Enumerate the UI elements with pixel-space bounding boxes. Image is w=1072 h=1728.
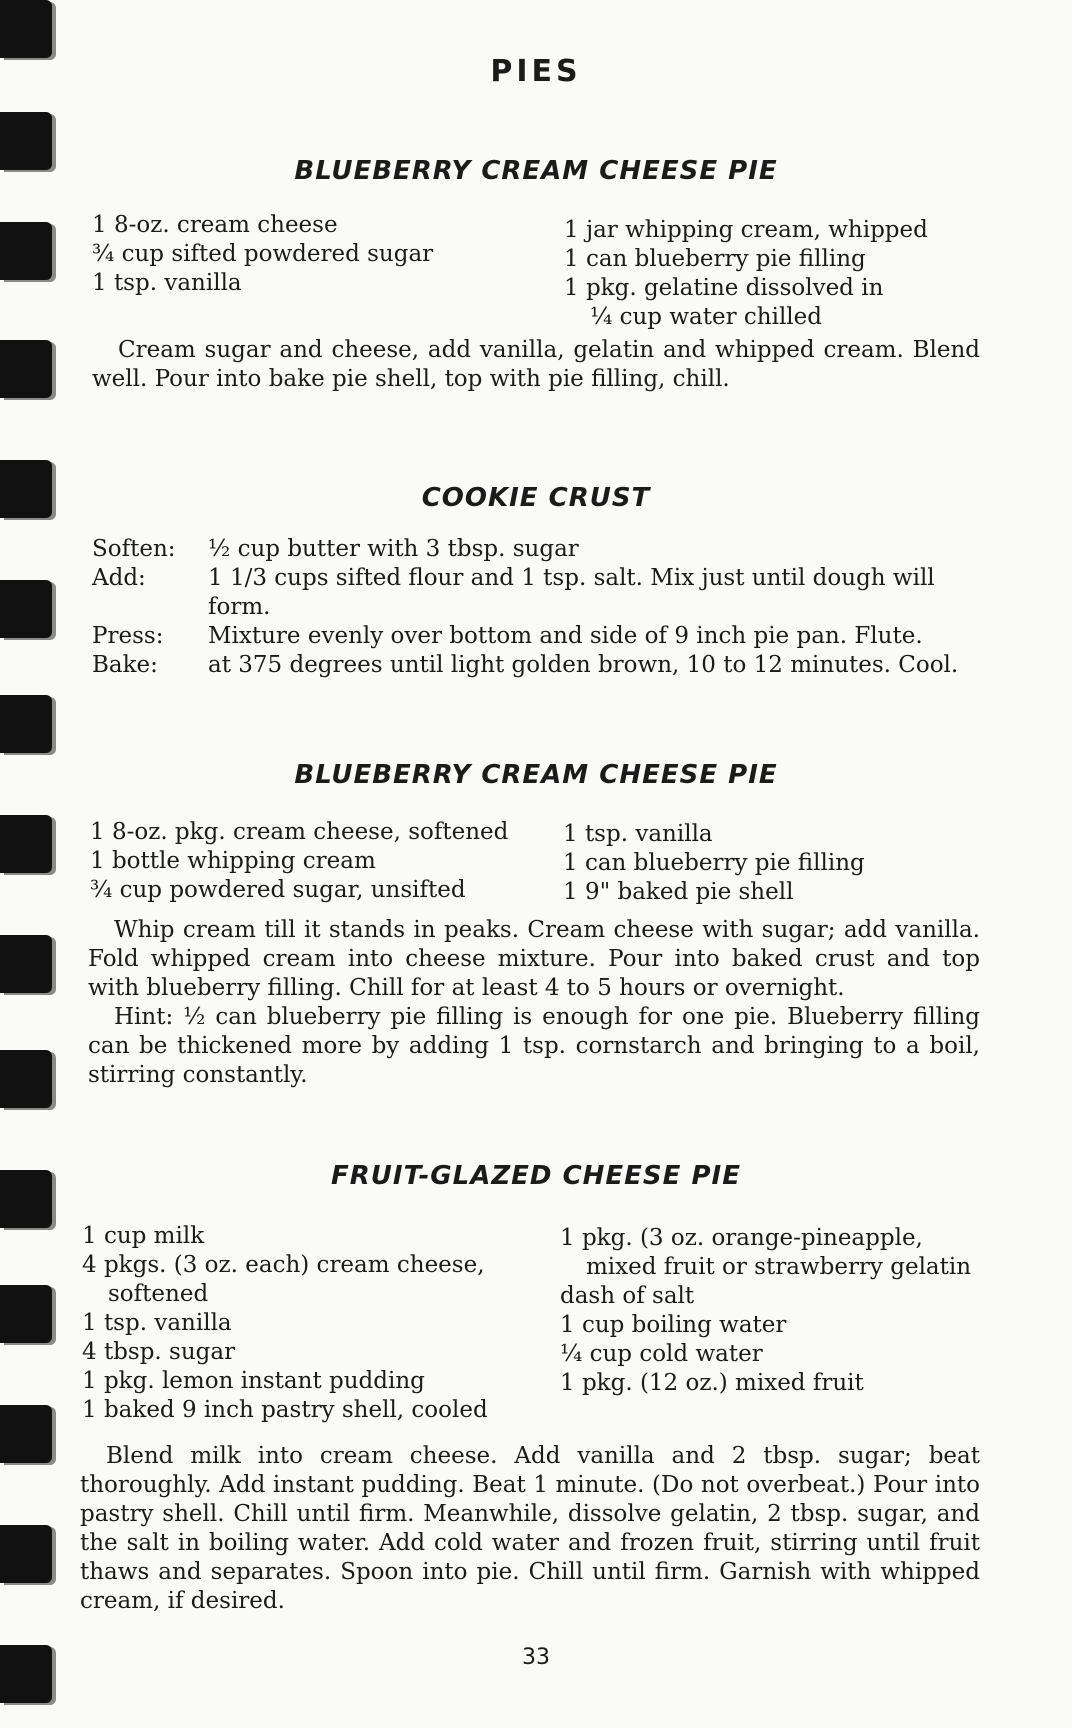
ingredients-right [564,216,928,332]
step-row [92,651,980,680]
ingredient: 1 8-oz. cream cheese [92,212,338,238]
ingredient: 4 pkgs. (3 oz. each) cream cheese, [82,1252,485,1278]
page-title: PIES [490,54,582,89]
ingredient: 1 tsp. vanilla [563,821,713,847]
recipe-directions: Whip cream till it stands in peaks. Cream cheese with sugar; add vanilla. Fold whipped cream into cheese mixture. Pour into baked crust and top with blueberry filling. Chill for at least 4 to 5 hours or overnight. [88,917,980,1001]
ingredient: 1 pkg. (12 oz.) mixed fruit [560,1370,864,1396]
cookie-crust-steps [92,535,980,680]
ingredient: 1 bottle whipping cream [90,848,376,874]
ingredients-left [92,211,433,298]
recipe-hint: Hint: ½ can blueberry pie filling is enough for one pie. Blueberry filling can be thickened more by adding 1 tsp. cornstarch and bringing to a boil, stirring constantly. [88,1004,980,1088]
step-label: Add: [92,565,146,591]
ingredient: 1 pkg. (3 oz. orange-pineapple, [560,1225,923,1251]
ingredient: ¼ cup cold water [560,1341,763,1367]
ingredient: 1 can blueberry pie filling [564,246,866,272]
step-text: ½ cup butter with 3 tbsp. sugar [208,536,579,562]
recipe-directions: Blend milk into cream cheese. Add vanilla and 2 tbsp. sugar; beat thoroughly. Add instant pudding. Beat 1 minute. (Do not overbeat.) Pour into pastry shell. Chill until firm. Meanwhile, dissolve gelatin, 2 tbsp. sugar, and the salt in boiling water. Add cold water and frozen fruit, stirring until fruit thaws and separates. Spoon into pie. Chill until firm. Garnish with whipped cream, if desired. [80,1443,980,1614]
ingredient: 1 baked 9 inch pastry shell, cooled [82,1397,488,1423]
step-row [92,535,980,564]
ingredient: softened [108,1281,209,1307]
ingredient: 1 can blueberry pie filling [563,850,865,876]
ingredient: 1 tsp. vanilla [82,1310,232,1336]
ingredient: mixed fruit or strawberry gelatin [586,1254,972,1280]
page-number: 33 [522,1645,550,1670]
ingredient: ¼ cup water chilled [590,304,822,330]
ingredients-right [563,820,865,907]
ingredient: 1 tsp. vanilla [92,270,242,296]
ingredient: 1 jar whipping cream, whipped [564,217,928,243]
recipe-title-cookie-crust: COOKIE CRUST [421,483,651,513]
step-label: Bake: [92,652,158,678]
step-row [92,564,980,622]
ingredient: ¾ cup powdered sugar, unsifted [90,877,466,903]
recipe-title-blueberry-cream-cheese-pie-2: BLUEBERRY CREAM CHEESE PIE [294,760,778,790]
step-text: 1 1/3 cups sifted flour and 1 tsp. salt. Mix just until dough will form. [208,565,935,620]
step-label: Soften: [92,536,176,562]
ingredients-left [82,1222,488,1425]
recipe-directions: Cream sugar and cheese, add vanilla, gelatin and whipped cream. Blend well. Pour into bake pie shell, top with pie filling, chill. [92,337,980,392]
ingredient: 1 cup milk [82,1223,205,1249]
ingredient: 1 cup boiling water [560,1312,787,1338]
ingredients-left [90,818,508,905]
recipe-title-blueberry-cream-cheese-pie-1: BLUEBERRY CREAM CHEESE PIE [294,156,778,186]
ingredient: 1 8-oz. pkg. cream cheese, softened [90,819,509,845]
ingredients-right [560,1224,971,1398]
ingredient: 4 tbsp. sugar [82,1339,236,1365]
recipe-title-fruit-glazed-cheese-pie: FRUIT-GLAZED CHEESE PIE [331,1161,741,1191]
ingredient: 1 pkg. lemon instant pudding [82,1368,425,1394]
step-row [92,622,980,651]
step-text: Mixture evenly over bottom and side of 9 inch pie pan. Flute. [208,623,923,649]
step-text: at 375 degrees until light golden brown, 10 to 12 minutes. Cool. [208,652,959,678]
ingredient: 1 pkg. gelatine dissolved in [564,275,884,301]
ingredient: dash of salt [560,1283,695,1309]
ingredient: 1 9" baked pie shell [563,879,794,905]
step-label: Press: [92,623,164,649]
ingredient: ¾ cup sifted powdered sugar [92,241,434,267]
